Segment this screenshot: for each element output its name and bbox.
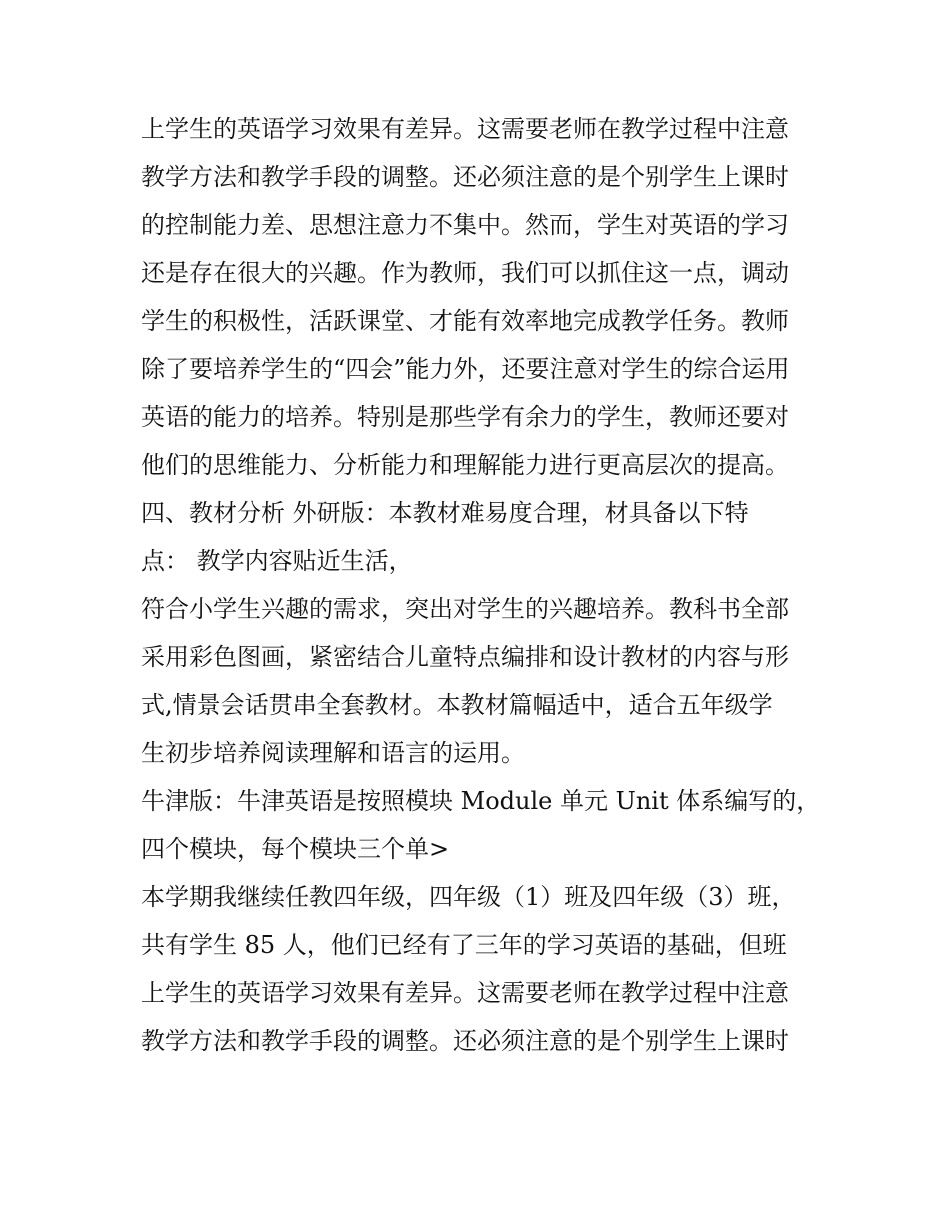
text-line: 教学方法和教学手段的调整。还必须注意的是个别学生上课时 <box>141 1027 789 1055</box>
text-line: 英语的能力的培养。特别是那些学有余力的学生，教师还要对 <box>141 403 789 431</box>
text-line: 还是存在很大的兴趣。作为教师，我们可以抓住这一点，调动 <box>141 259 789 287</box>
document-body <box>141 105 831 1065</box>
text-line: 生初步培养阅读理解和语言的运用。 <box>141 739 525 767</box>
text-line: 符合小学生兴趣的需求，突出对学生的兴趣培养。教科书全部 <box>141 595 789 623</box>
text-line: 采用彩色图画，紧密结合儿童特点编排和设计教材的内容与形 <box>141 643 789 671</box>
text-line: 式,情景会话贯串全套教材。本教材篇幅适中，适合五年级学 <box>141 691 773 719</box>
text-line: 上学生的英语学习效果有差异。这需要老师在教学过程中注意 <box>141 979 789 1007</box>
text-line: 教学方法和教学手段的调整。还必须注意的是个别学生上课时 <box>141 163 789 191</box>
text-line: 除了要培养学生的“四会”能力外，还要注意对学生的综合运用 <box>141 355 790 383</box>
text-line: 学生的积极性，活跃课堂、才能有效率地完成教学任务。教师 <box>141 307 789 335</box>
text-line: 本学期我继续任教四年级，四年级（1）班及四年级（3）班， <box>141 883 796 911</box>
text-line: 牛津版：牛津英语是按照模块 Module 单元 Unit 体系编写的， <box>141 787 821 815</box>
text-line: 他们的思维能力、分析能力和理解能力进行更高层次的提高。 <box>141 451 789 479</box>
text-line: 的控制能力差、思想注意力不集中。然而，学生对英语的学习 <box>141 211 789 239</box>
text-line: 共有学生 85 人，他们已经有了三年的学习英语的基础，但班 <box>141 931 787 959</box>
section-heading-line: 四、教材分析 外研版：本教材难易度合理，材具备以下特 <box>141 499 749 527</box>
text-line: 点： 教学内容贴近生活， <box>141 547 413 575</box>
text-line: 四个模块，每个模块三个单> <box>141 835 450 863</box>
text-line: 上学生的英语学习效果有差异。这需要老师在教学过程中注意 <box>141 115 789 143</box>
